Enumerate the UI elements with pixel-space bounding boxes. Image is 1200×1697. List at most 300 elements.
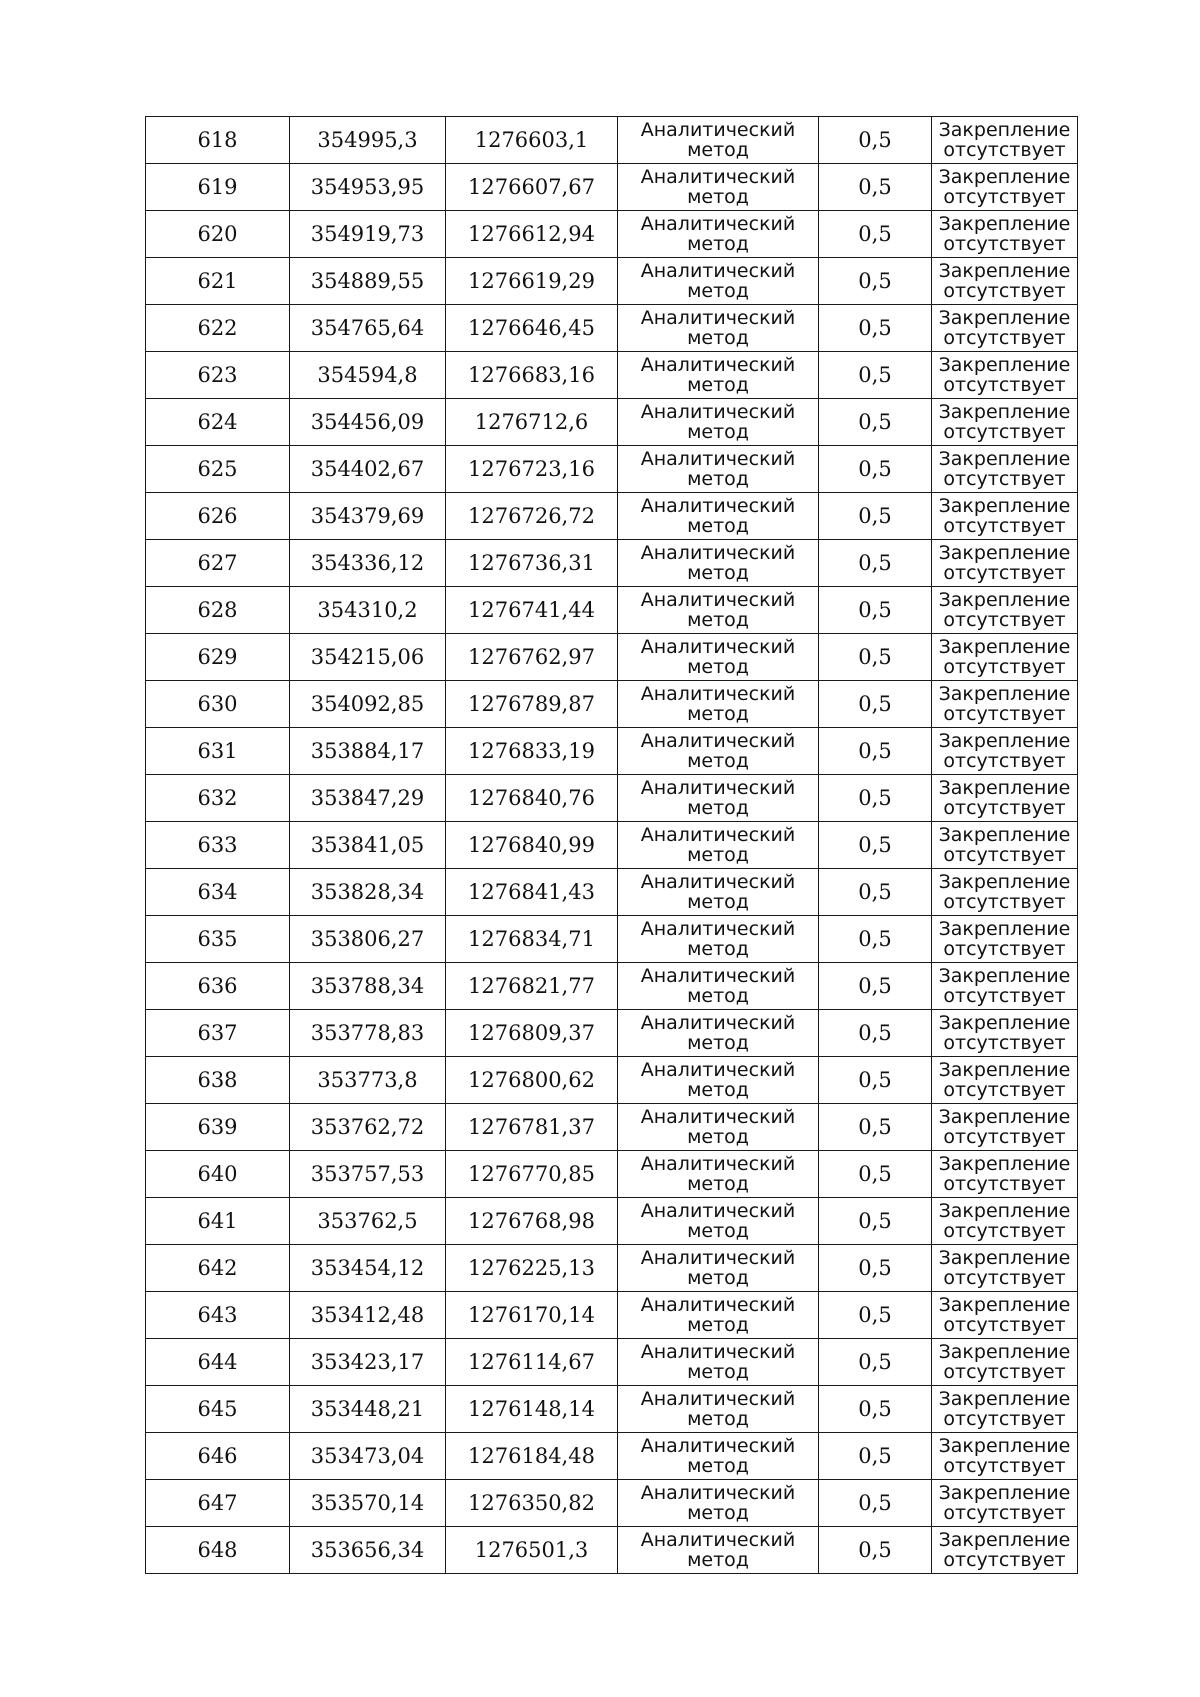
fixing-cell: [932, 446, 1078, 493]
accuracy-cell: 0,5: [819, 1433, 932, 1480]
y-coordinate-cell: 1276184,48: [446, 1433, 618, 1480]
fixing-text: отсутствует: [943, 327, 1066, 349]
point-number-cell: 629: [146, 634, 290, 681]
y-coordinate-cell: 1276841,43: [446, 869, 618, 916]
fixing-cell: [932, 1433, 1078, 1480]
fixing-cell: [932, 1292, 1078, 1339]
x-coordinate-cell: 353762,5: [290, 1198, 446, 1245]
y-coordinate-cell: 1276762,97: [446, 634, 618, 681]
method-text: Аналитический: [640, 1341, 796, 1363]
method-cell: [618, 587, 819, 634]
fixing-text: Закрепление: [938, 824, 1071, 846]
method-text: Аналитический: [640, 1153, 796, 1175]
method-text: Аналитический: [640, 448, 796, 470]
fixing-text: отсутствует: [943, 750, 1066, 772]
fixing-cell: [932, 1198, 1078, 1245]
fixing-cell: [932, 258, 1078, 305]
fixing-text: Закрепление: [938, 777, 1071, 799]
point-number-cell: 628: [146, 587, 290, 634]
y-coordinate-cell: 1276350,82: [446, 1480, 618, 1527]
fixing-cell: [932, 164, 1078, 211]
method-text: Аналитический: [640, 730, 796, 752]
point-number-cell: 623: [146, 352, 290, 399]
method-text: Аналитический: [640, 260, 796, 282]
accuracy-cell: 0,5: [819, 1198, 932, 1245]
method-text: Аналитический: [640, 1294, 796, 1316]
table-row: [146, 1433, 1078, 1480]
accuracy-cell: 0,5: [819, 1339, 932, 1386]
method-text: Аналитический: [640, 683, 796, 705]
accuracy-cell: 0,5: [819, 164, 932, 211]
fixing-text: Закрепление: [938, 918, 1071, 940]
point-number-cell: 639: [146, 1104, 290, 1151]
method-cell: [618, 1527, 819, 1574]
accuracy-cell: 0,5: [819, 1010, 932, 1057]
fixing-cell: [932, 1245, 1078, 1292]
method-text: метод: [687, 1079, 749, 1101]
method-text: метод: [687, 985, 749, 1007]
fixing-cell: [932, 305, 1078, 352]
method-text: Аналитический: [640, 401, 796, 423]
point-number-cell: 633: [146, 822, 290, 869]
method-cell: [618, 117, 819, 164]
x-coordinate-cell: 353757,53: [290, 1151, 446, 1198]
method-cell: [618, 1433, 819, 1480]
y-coordinate-cell: 1276840,99: [446, 822, 618, 869]
accuracy-cell: 0,5: [819, 1386, 932, 1433]
method-text: Аналитический: [640, 166, 796, 188]
method-text: Аналитический: [640, 1388, 796, 1410]
y-coordinate-cell: 1276736,31: [446, 540, 618, 587]
fixing-text: отсутствует: [943, 139, 1066, 161]
method-text: метод: [687, 280, 749, 302]
fixing-text: отсутствует: [943, 1032, 1066, 1054]
method-cell: [618, 540, 819, 587]
method-cell: [618, 963, 819, 1010]
method-text: Аналитический: [640, 871, 796, 893]
fixing-text: отсутствует: [943, 1173, 1066, 1195]
accuracy-cell: 0,5: [819, 352, 932, 399]
table-row: [146, 1480, 1078, 1527]
table-row: [146, 211, 1078, 258]
x-coordinate-cell: 353570,14: [290, 1480, 446, 1527]
fixing-text: отсутствует: [943, 797, 1066, 819]
table-row: [146, 1057, 1078, 1104]
x-coordinate-cell: 354092,85: [290, 681, 446, 728]
method-cell: [618, 305, 819, 352]
fixing-text: отсутствует: [943, 374, 1066, 396]
y-coordinate-cell: 1276833,19: [446, 728, 618, 775]
fixing-cell: [932, 1339, 1078, 1386]
x-coordinate-cell: 353806,27: [290, 916, 446, 963]
fixing-text: Закрепление: [938, 1106, 1071, 1128]
table-row: [146, 493, 1078, 540]
point-number-cell: 640: [146, 1151, 290, 1198]
fixing-cell: [932, 493, 1078, 540]
table-row: [146, 1292, 1078, 1339]
table-row: [146, 305, 1078, 352]
point-number-cell: 635: [146, 916, 290, 963]
fixing-text: Закрепление: [938, 1200, 1071, 1222]
table-row: [146, 775, 1078, 822]
fixing-text: отсутствует: [943, 703, 1066, 725]
x-coordinate-cell: 354889,55: [290, 258, 446, 305]
method-text: метод: [687, 1455, 749, 1477]
accuracy-cell: 0,5: [819, 540, 932, 587]
accuracy-cell: 0,5: [819, 634, 932, 681]
point-number-cell: 644: [146, 1339, 290, 1386]
x-coordinate-cell: 353423,17: [290, 1339, 446, 1386]
accuracy-cell: 0,5: [819, 775, 932, 822]
method-text: Аналитический: [640, 1435, 796, 1457]
method-text: метод: [687, 656, 749, 678]
y-coordinate-cell: 1276840,76: [446, 775, 618, 822]
method-text: метод: [687, 421, 749, 443]
accuracy-cell: 0,5: [819, 305, 932, 352]
y-coordinate-cell: 1276789,87: [446, 681, 618, 728]
table-row: [146, 681, 1078, 728]
method-text: метод: [687, 233, 749, 255]
fixing-cell: [932, 540, 1078, 587]
x-coordinate-cell: 353454,12: [290, 1245, 446, 1292]
table-row: [146, 1386, 1078, 1433]
method-text: метод: [687, 1126, 749, 1148]
method-cell: [618, 258, 819, 305]
method-cell: [618, 1151, 819, 1198]
fixing-text: Закрепление: [938, 260, 1071, 282]
method-cell: [618, 164, 819, 211]
point-number-cell: 620: [146, 211, 290, 258]
point-number-cell: 647: [146, 1480, 290, 1527]
method-text: Аналитический: [640, 354, 796, 376]
y-coordinate-cell: 1276723,16: [446, 446, 618, 493]
table-row: [146, 634, 1078, 681]
point-number-cell: 624: [146, 399, 290, 446]
accuracy-cell: 0,5: [819, 1292, 932, 1339]
method-cell: [618, 728, 819, 775]
method-cell: [618, 1104, 819, 1151]
point-number-cell: 627: [146, 540, 290, 587]
fixing-cell: [932, 634, 1078, 681]
x-coordinate-cell: 353773,8: [290, 1057, 446, 1104]
method-cell: [618, 1245, 819, 1292]
y-coordinate-cell: 1276834,71: [446, 916, 618, 963]
method-text: Аналитический: [640, 824, 796, 846]
method-text: метод: [687, 515, 749, 537]
accuracy-cell: 0,5: [819, 1527, 932, 1574]
method-cell: [618, 1480, 819, 1527]
accuracy-cell: 0,5: [819, 963, 932, 1010]
x-coordinate-cell: 353828,34: [290, 869, 446, 916]
fixing-cell: [932, 399, 1078, 446]
point-number-cell: 634: [146, 869, 290, 916]
method-cell: [618, 493, 819, 540]
accuracy-cell: 0,5: [819, 587, 932, 634]
fixing-text: Закрепление: [938, 119, 1071, 141]
x-coordinate-cell: 354402,67: [290, 446, 446, 493]
table-row: [146, 352, 1078, 399]
y-coordinate-cell: 1276768,98: [446, 1198, 618, 1245]
method-text: метод: [687, 938, 749, 960]
fixing-cell: [932, 352, 1078, 399]
fixing-text: отсутствует: [943, 186, 1066, 208]
fixing-text: Закрепление: [938, 307, 1071, 329]
x-coordinate-cell: 353841,05: [290, 822, 446, 869]
fixing-text: отсутствует: [943, 468, 1066, 490]
fixing-text: отсутствует: [943, 280, 1066, 302]
table-row: [146, 1245, 1078, 1292]
point-number-cell: 641: [146, 1198, 290, 1245]
accuracy-cell: 0,5: [819, 1104, 932, 1151]
point-number-cell: 618: [146, 117, 290, 164]
method-cell: [618, 916, 819, 963]
fixing-text: Закрепление: [938, 730, 1071, 752]
method-text: метод: [687, 891, 749, 913]
fixing-text: Закрепление: [938, 1153, 1071, 1175]
accuracy-cell: 0,5: [819, 869, 932, 916]
method-cell: [618, 352, 819, 399]
accuracy-cell: 0,5: [819, 446, 932, 493]
x-coordinate-cell: 354594,8: [290, 352, 446, 399]
accuracy-cell: 0,5: [819, 1480, 932, 1527]
fixing-text: Закрепление: [938, 1341, 1071, 1363]
x-coordinate-cell: 353448,21: [290, 1386, 446, 1433]
fixing-text: отсутствует: [943, 421, 1066, 443]
method-cell: [618, 1057, 819, 1104]
method-text: Аналитический: [640, 636, 796, 658]
fixing-cell: [932, 1010, 1078, 1057]
fixing-text: Закрепление: [938, 871, 1071, 893]
method-text: метод: [687, 1032, 749, 1054]
fixing-text: отсутствует: [943, 515, 1066, 537]
fixing-text: Закрепление: [938, 965, 1071, 987]
point-number-cell: 643: [146, 1292, 290, 1339]
y-coordinate-cell: 1276781,37: [446, 1104, 618, 1151]
method-text: Аналитический: [640, 1482, 796, 1504]
method-cell: [618, 399, 819, 446]
x-coordinate-cell: 353778,83: [290, 1010, 446, 1057]
x-coordinate-cell: 353884,17: [290, 728, 446, 775]
point-number-cell: 646: [146, 1433, 290, 1480]
x-coordinate-cell: 354995,3: [290, 117, 446, 164]
accuracy-cell: 0,5: [819, 916, 932, 963]
fixing-text: отсутствует: [943, 1408, 1066, 1430]
fixing-cell: [932, 681, 1078, 728]
method-text: Аналитический: [640, 965, 796, 987]
method-text: Аналитический: [640, 1247, 796, 1269]
accuracy-cell: 0,5: [819, 117, 932, 164]
y-coordinate-cell: 1276821,77: [446, 963, 618, 1010]
method-text: метод: [687, 1173, 749, 1195]
point-number-cell: 642: [146, 1245, 290, 1292]
fixing-cell: [932, 1527, 1078, 1574]
method-text: метод: [687, 1549, 749, 1571]
x-coordinate-cell: 354310,2: [290, 587, 446, 634]
point-number-cell: 638: [146, 1057, 290, 1104]
fixing-text: отсутствует: [943, 844, 1066, 866]
method-text: метод: [687, 609, 749, 631]
method-text: метод: [687, 1220, 749, 1242]
accuracy-cell: 0,5: [819, 822, 932, 869]
fixing-text: отсутствует: [943, 1079, 1066, 1101]
y-coordinate-cell: 1276770,85: [446, 1151, 618, 1198]
table-row: [146, 164, 1078, 211]
fixing-text: отсутствует: [943, 609, 1066, 631]
x-coordinate-cell: 354919,73: [290, 211, 446, 258]
point-number-cell: 626: [146, 493, 290, 540]
accuracy-cell: 0,5: [819, 728, 932, 775]
table-row: [146, 963, 1078, 1010]
fixing-text: Закрепление: [938, 401, 1071, 423]
x-coordinate-cell: 353412,48: [290, 1292, 446, 1339]
y-coordinate-cell: 1276712,6: [446, 399, 618, 446]
method-cell: [618, 1010, 819, 1057]
fixing-text: отсутствует: [943, 1220, 1066, 1242]
fixing-text: отсутствует: [943, 562, 1066, 584]
x-coordinate-cell: 354379,69: [290, 493, 446, 540]
accuracy-cell: 0,5: [819, 211, 932, 258]
y-coordinate-cell: 1276800,62: [446, 1057, 618, 1104]
accuracy-cell: 0,5: [819, 1245, 932, 1292]
fixing-text: отсутствует: [943, 891, 1066, 913]
y-coordinate-cell: 1276501,3: [446, 1527, 618, 1574]
method-cell: [618, 822, 819, 869]
y-coordinate-cell: 1276619,29: [446, 258, 618, 305]
accuracy-cell: 0,5: [819, 258, 932, 305]
y-coordinate-cell: 1276603,1: [446, 117, 618, 164]
method-text: метод: [687, 703, 749, 725]
fixing-text: отсутствует: [943, 1126, 1066, 1148]
point-number-cell: 632: [146, 775, 290, 822]
fixing-text: отсутствует: [943, 938, 1066, 960]
fixing-cell: [932, 822, 1078, 869]
fixing-cell: [932, 117, 1078, 164]
method-cell: [618, 1292, 819, 1339]
fixing-cell: [932, 211, 1078, 258]
fixing-text: Закрепление: [938, 448, 1071, 470]
fixing-text: Закрепление: [938, 166, 1071, 188]
accuracy-cell: 0,5: [819, 1151, 932, 1198]
y-coordinate-cell: 1276741,44: [446, 587, 618, 634]
y-coordinate-cell: 1276607,67: [446, 164, 618, 211]
method-text: Аналитический: [640, 589, 796, 611]
point-number-cell: 648: [146, 1527, 290, 1574]
x-coordinate-cell: 353656,34: [290, 1527, 446, 1574]
method-text: метод: [687, 562, 749, 584]
method-text: метод: [687, 844, 749, 866]
x-coordinate-cell: 354215,06: [290, 634, 446, 681]
method-text: метод: [687, 1502, 749, 1524]
fixing-cell: [932, 869, 1078, 916]
method-cell: [618, 775, 819, 822]
fixing-cell: [932, 1151, 1078, 1198]
fixing-text: Закрепление: [938, 1012, 1071, 1034]
method-text: Аналитический: [640, 542, 796, 564]
fixing-cell: [932, 775, 1078, 822]
method-cell: [618, 1386, 819, 1433]
method-text: метод: [687, 374, 749, 396]
y-coordinate-cell: 1276612,94: [446, 211, 618, 258]
x-coordinate-cell: 354336,12: [290, 540, 446, 587]
fixing-text: Закрепление: [938, 1435, 1071, 1457]
method-text: метод: [687, 1267, 749, 1289]
fixing-cell: [932, 1057, 1078, 1104]
method-text: метод: [687, 1314, 749, 1336]
table-row: [146, 1527, 1078, 1574]
method-text: Аналитический: [640, 1529, 796, 1551]
table-row: [146, 540, 1078, 587]
fixing-text: отсутствует: [943, 1361, 1066, 1383]
accuracy-cell: 0,5: [819, 681, 932, 728]
y-coordinate-cell: 1276646,45: [446, 305, 618, 352]
x-coordinate-cell: 354765,64: [290, 305, 446, 352]
table-row: [146, 869, 1078, 916]
x-coordinate-cell: 353788,34: [290, 963, 446, 1010]
fixing-cell: [932, 1480, 1078, 1527]
fixing-cell: [932, 1104, 1078, 1151]
x-coordinate-cell: 353847,29: [290, 775, 446, 822]
point-number-cell: 637: [146, 1010, 290, 1057]
fixing-text: Закрепление: [938, 542, 1071, 564]
y-coordinate-cell: 1276683,16: [446, 352, 618, 399]
accuracy-cell: 0,5: [819, 399, 932, 446]
fixing-text: Закрепление: [938, 589, 1071, 611]
coordinates-table-body: [146, 117, 1078, 1574]
table-row: [146, 1339, 1078, 1386]
method-text: метод: [687, 1408, 749, 1430]
method-cell: [618, 446, 819, 493]
y-coordinate-cell: 1276726,72: [446, 493, 618, 540]
fixing-text: отсутствует: [943, 233, 1066, 255]
table-row: [146, 822, 1078, 869]
fixing-text: отсутствует: [943, 1502, 1066, 1524]
point-number-cell: 622: [146, 305, 290, 352]
fixing-text: Закрепление: [938, 1482, 1071, 1504]
accuracy-cell: 0,5: [819, 1057, 932, 1104]
fixing-text: Закрепление: [938, 1294, 1071, 1316]
method-text: Аналитический: [640, 777, 796, 799]
x-coordinate-cell: 353762,72: [290, 1104, 446, 1151]
table-row: [146, 399, 1078, 446]
method-cell: [618, 869, 819, 916]
method-text: метод: [687, 327, 749, 349]
method-text: Аналитический: [640, 918, 796, 940]
fixing-text: Закрепление: [938, 683, 1071, 705]
x-coordinate-cell: 353473,04: [290, 1433, 446, 1480]
fixing-cell: [932, 916, 1078, 963]
method-cell: [618, 1198, 819, 1245]
method-text: метод: [687, 468, 749, 490]
fixing-text: Закрепление: [938, 1059, 1071, 1081]
accuracy-cell: 0,5: [819, 493, 932, 540]
fixing-text: Закрепление: [938, 1388, 1071, 1410]
point-number-cell: 619: [146, 164, 290, 211]
fixing-text: отсутствует: [943, 1314, 1066, 1336]
fixing-text: отсутствует: [943, 985, 1066, 1007]
fixing-text: отсутствует: [943, 1455, 1066, 1477]
point-number-cell: 630: [146, 681, 290, 728]
table-row: [146, 916, 1078, 963]
method-cell: [618, 1339, 819, 1386]
method-text: Аналитический: [640, 495, 796, 517]
x-coordinate-cell: 354456,09: [290, 399, 446, 446]
fixing-text: Закрепление: [938, 213, 1071, 235]
table-row: [146, 1104, 1078, 1151]
method-cell: [618, 681, 819, 728]
fixing-text: Закрепление: [938, 354, 1071, 376]
method-text: Аналитический: [640, 1106, 796, 1128]
point-number-cell: 636: [146, 963, 290, 1010]
